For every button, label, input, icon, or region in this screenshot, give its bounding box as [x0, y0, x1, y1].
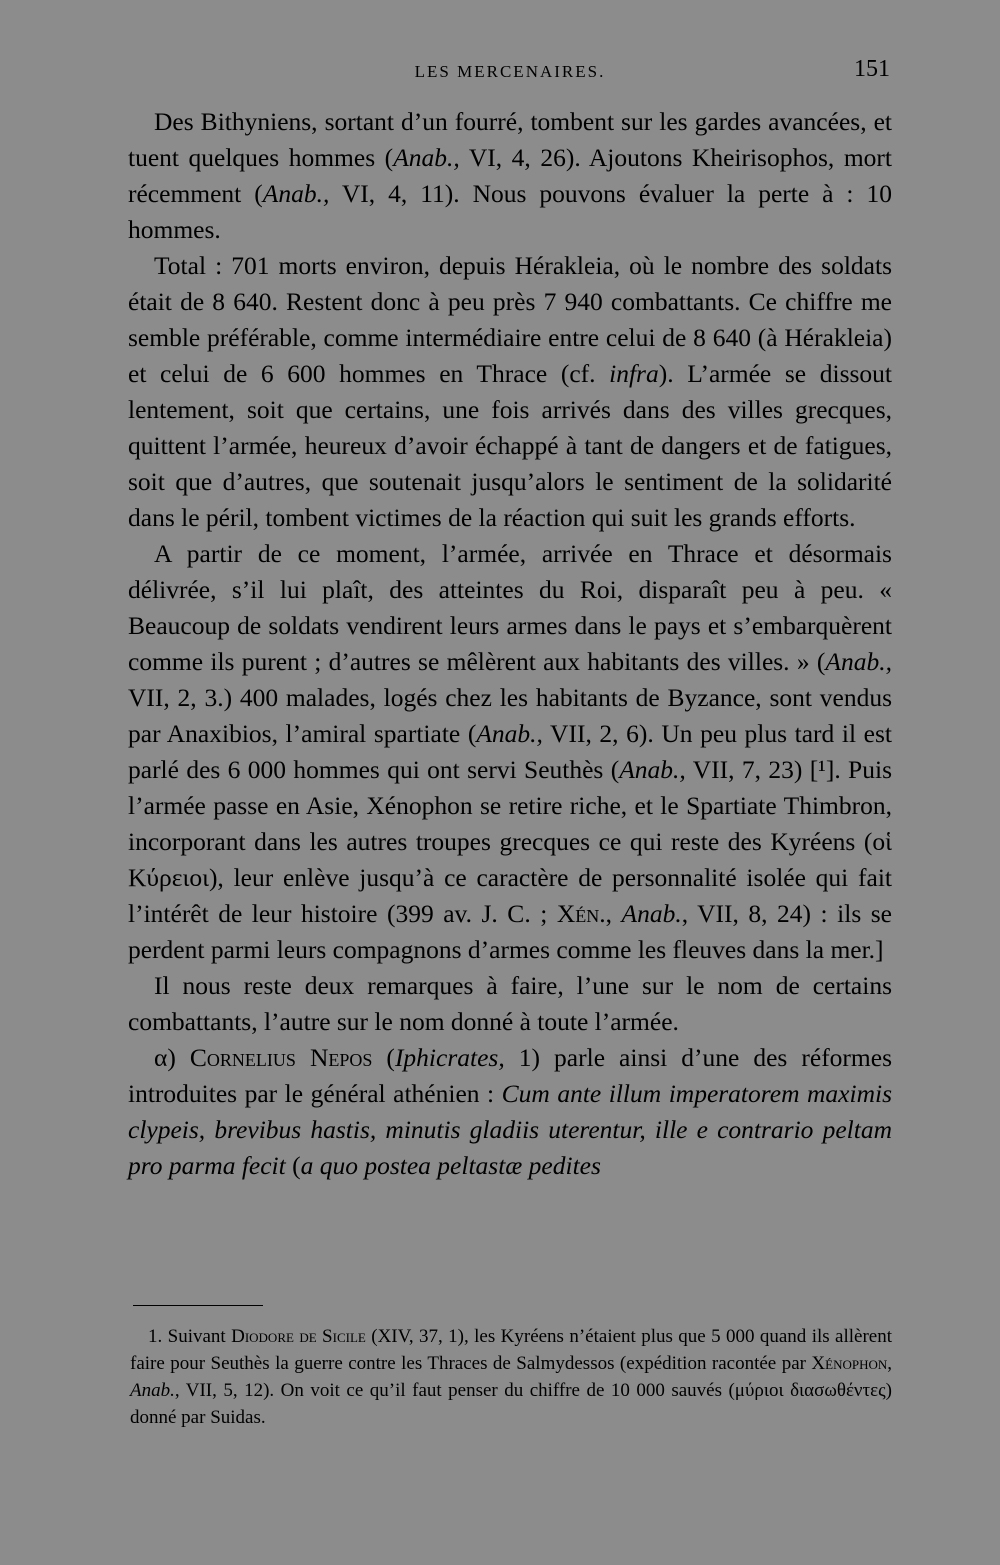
italic-citation: Anab.	[130, 1380, 175, 1401]
text-span: , VII, 8, 24) : ils se perdent parmi leurs compagnons d’armes comme les fleuves dans la mer.]	[128, 899, 892, 964]
text-span: α)	[154, 1043, 190, 1072]
text-span: , VII, 5, 12). On voit ce qu’il faut penser du chiffre de 10 000 sauvés (μύριοι διασωθέντες) donné par Suidas.	[130, 1380, 892, 1428]
paragraph-1	[128, 104, 892, 248]
italic-citation: Anab.,	[619, 755, 686, 784]
text-span: VII, 2, 3.) 400 malades, logés chez les habitants de Byzance, sont vendus par Anaxibios, l’amiral spartiate (	[128, 683, 892, 748]
text-span: ,	[887, 1353, 892, 1374]
italic-citation: Anab.	[621, 899, 682, 928]
text-span: ,	[605, 899, 622, 928]
page-number: 151	[854, 56, 890, 82]
latin-quote: a quo postea peltastæ pedites	[300, 1151, 601, 1180]
main-text	[128, 104, 892, 1184]
italic-citation: Iphicrates,	[394, 1043, 505, 1072]
italic-citation: Anab.,	[825, 647, 892, 676]
italic-citation: infra	[609, 359, 659, 388]
italic-citation: Anab.,	[476, 719, 543, 748]
text-span: (	[372, 1043, 395, 1072]
running-title: LES MERCENAIRES.	[414, 62, 606, 81]
text-span: Des Bithyniens, sortant d’un fourré, tombent sur les gardes avancées, et tuent quelques hommes (	[128, 107, 892, 172]
text-span: VII, 7, 23) [¹]. Puis l’armée passe en Asie, Xénophon se retire riche, et le Spartiate Thimbron, incorporant dans les autres troupes grecques ce qui reste des Kyréens (οἱ Κύρειοι), leur enlève jusqu’à ce caractère de personnalité isolée qui fait l’intérêt de leur histoire (399 av. J. C. ;	[128, 755, 893, 928]
paragraph-2	[128, 248, 892, 536]
footnote-divider	[133, 1305, 263, 1306]
text-span: (XIV, 37, 1), les Kyréens n’étaient plus que 5 000 quand ils allèrent faire pour Seuthès la guerre contre les Thraces de Salmydessos (expédition racontée par	[130, 1326, 893, 1374]
text-span: (	[285, 1151, 301, 1180]
text-span: Il nous reste deux remarques à faire, l’une sur le nom de certains combattants, l’autre sur le nom donné à toute l’armée.	[128, 971, 892, 1036]
text-span: 1) parle ainsi d’une des réformes introduites par le général athénien :	[128, 1043, 893, 1108]
footnotes	[130, 1323, 892, 1431]
page-header	[130, 56, 890, 92]
author-name: Cornelius Nepos	[189, 1043, 373, 1072]
text-span: VII, 2, 6). Un peu plus tard il est parlé des 6 000 hommes qui ont servi Seuthès (	[128, 719, 892, 784]
paragraph-4	[128, 968, 892, 1040]
text-span: A partir de ce moment, l’armée, arrivée en Thrace et désormais délivrée, s’il lui plaît, des atteintes du Roi, disparaît peu à peu. « Beaucoup de soldats vendirent leurs armes dans le pays et s’embarquèrent comme ils purent ; d’autres se mêlèrent aux habitants des villes. » (	[128, 539, 892, 676]
footnote-1	[130, 1323, 892, 1431]
text-span: VI, 4, 11). Nous pouvons évaluer la perte à : 10 hommes.	[128, 179, 892, 244]
italic-citation: Anab.,	[393, 143, 460, 172]
latin-quote: Cum ante illum imperatorem maximis clypeis, brevibus hastis, minutis gladiis uterentur, ille e contrario peltam pro parma fecit	[128, 1079, 892, 1180]
text-span: ). L’armée se dissout lentement, soit que certains, une fois arrivés dans des villes grecques, quittent l’armée, heureux d’avoir échappé à tant de dangers et de fatigues, soit que d’autres, que soutenait jusqu’alors le sentiment de la solidarité dans le péril, tombent victimes de la réaction qui suit les grands efforts.	[128, 359, 892, 532]
text-span: VI, 4, 26). Ajoutons Kheirisophos, mort récemment (	[128, 143, 892, 208]
author-name: Xén.	[556, 899, 606, 928]
italic-citation: Anab.,	[262, 179, 330, 208]
paragraph-3	[128, 536, 892, 968]
author-name: Diodore de Sicile	[231, 1326, 366, 1347]
paragraph-5	[128, 1040, 892, 1184]
text-span: Total : 701 morts environ, depuis Hérakleia, où le nombre des soldats était de 8 640. Restent donc à peu près 7 940 combattants. Ce chiffre me semble préférable, comme intermédiaire entre celui de 8 640 (à Hérakleia) et celui de 6 600 hommes en Thrace (cf.	[128, 251, 892, 388]
author-name: Xénophon	[811, 1353, 888, 1374]
text-span: 1. Suivant	[148, 1326, 232, 1347]
